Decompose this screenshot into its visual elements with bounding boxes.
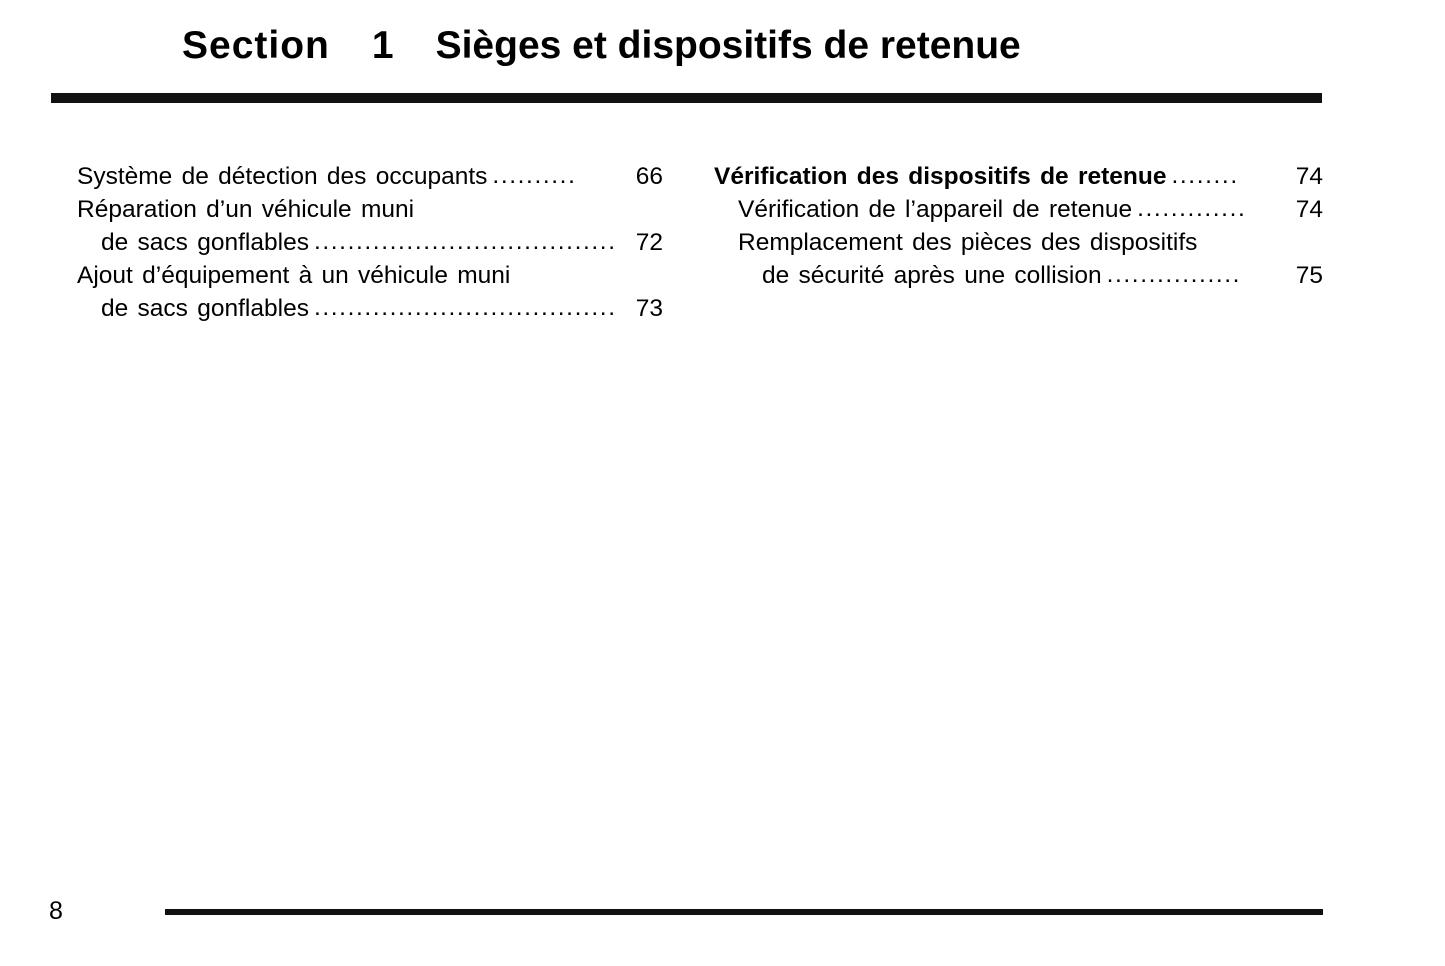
- toc-entry[interactable]: [714, 193, 1323, 226]
- toc-entry[interactable]: [714, 160, 1323, 193]
- page-footer: [0, 880, 1445, 940]
- toc-entry-text: Système de détection des occupants: [77, 163, 488, 190]
- footer-divider-rule: [165, 909, 1323, 915]
- folio-page-number: 8: [49, 897, 63, 925]
- toc-left-column: [77, 160, 663, 325]
- toc-page-number: 66: [635, 163, 663, 190]
- toc-page-number: 73: [635, 295, 663, 322]
- toc-entry-text: de sécurité après une collision: [762, 262, 1102, 289]
- toc-page-number: 72: [635, 229, 663, 256]
- toc-entry-text: de sacs gonflables: [101, 229, 309, 256]
- toc-page-number: 74: [1295, 163, 1323, 190]
- toc-entry-text: Réparation d’un véhicule muni: [77, 196, 415, 223]
- toc-entry[interactable]: [77, 292, 663, 325]
- section-label: Section: [182, 24, 330, 67]
- toc-leader-dots: ................: [1106, 261, 1242, 288]
- toc-leader-dots: ....................................: [313, 294, 617, 321]
- toc-entry[interactable]: [714, 259, 1323, 292]
- toc-entry-text: Remplacement des pièces des dispositifs: [738, 229, 1198, 256]
- toc-leader-dots: ..........: [492, 162, 577, 189]
- section-name: Sièges et dispositifs de retenue: [435, 24, 1021, 67]
- toc-entry[interactable]: [77, 193, 663, 226]
- toc-leader-dots: ....................................: [313, 228, 617, 255]
- toc-entry-text: Ajout d’équipement à un véhicule muni: [77, 262, 511, 289]
- page-title: [182, 22, 1021, 70]
- header-divider-rule: [51, 93, 1322, 103]
- toc-entry[interactable]: [77, 259, 663, 292]
- toc-entry[interactable]: [714, 226, 1323, 259]
- section-number: 1: [371, 24, 394, 67]
- toc-entry[interactable]: [77, 226, 663, 259]
- toc-page-number: 75: [1295, 262, 1323, 289]
- toc-page-number: 74: [1295, 196, 1323, 223]
- toc-leader-dots: ........: [1171, 162, 1239, 189]
- toc-entry-text: de sacs gonflables: [101, 295, 309, 322]
- toc-right-column: [714, 160, 1323, 292]
- toc-entry-text: Vérification des dispositifs de retenue: [714, 163, 1167, 190]
- toc-leader-dots: .............: [1137, 195, 1247, 222]
- toc-entry[interactable]: [77, 160, 663, 193]
- toc-entry-text: Vérification de l’appareil de retenue: [738, 196, 1133, 223]
- page-header: [0, 0, 1445, 110]
